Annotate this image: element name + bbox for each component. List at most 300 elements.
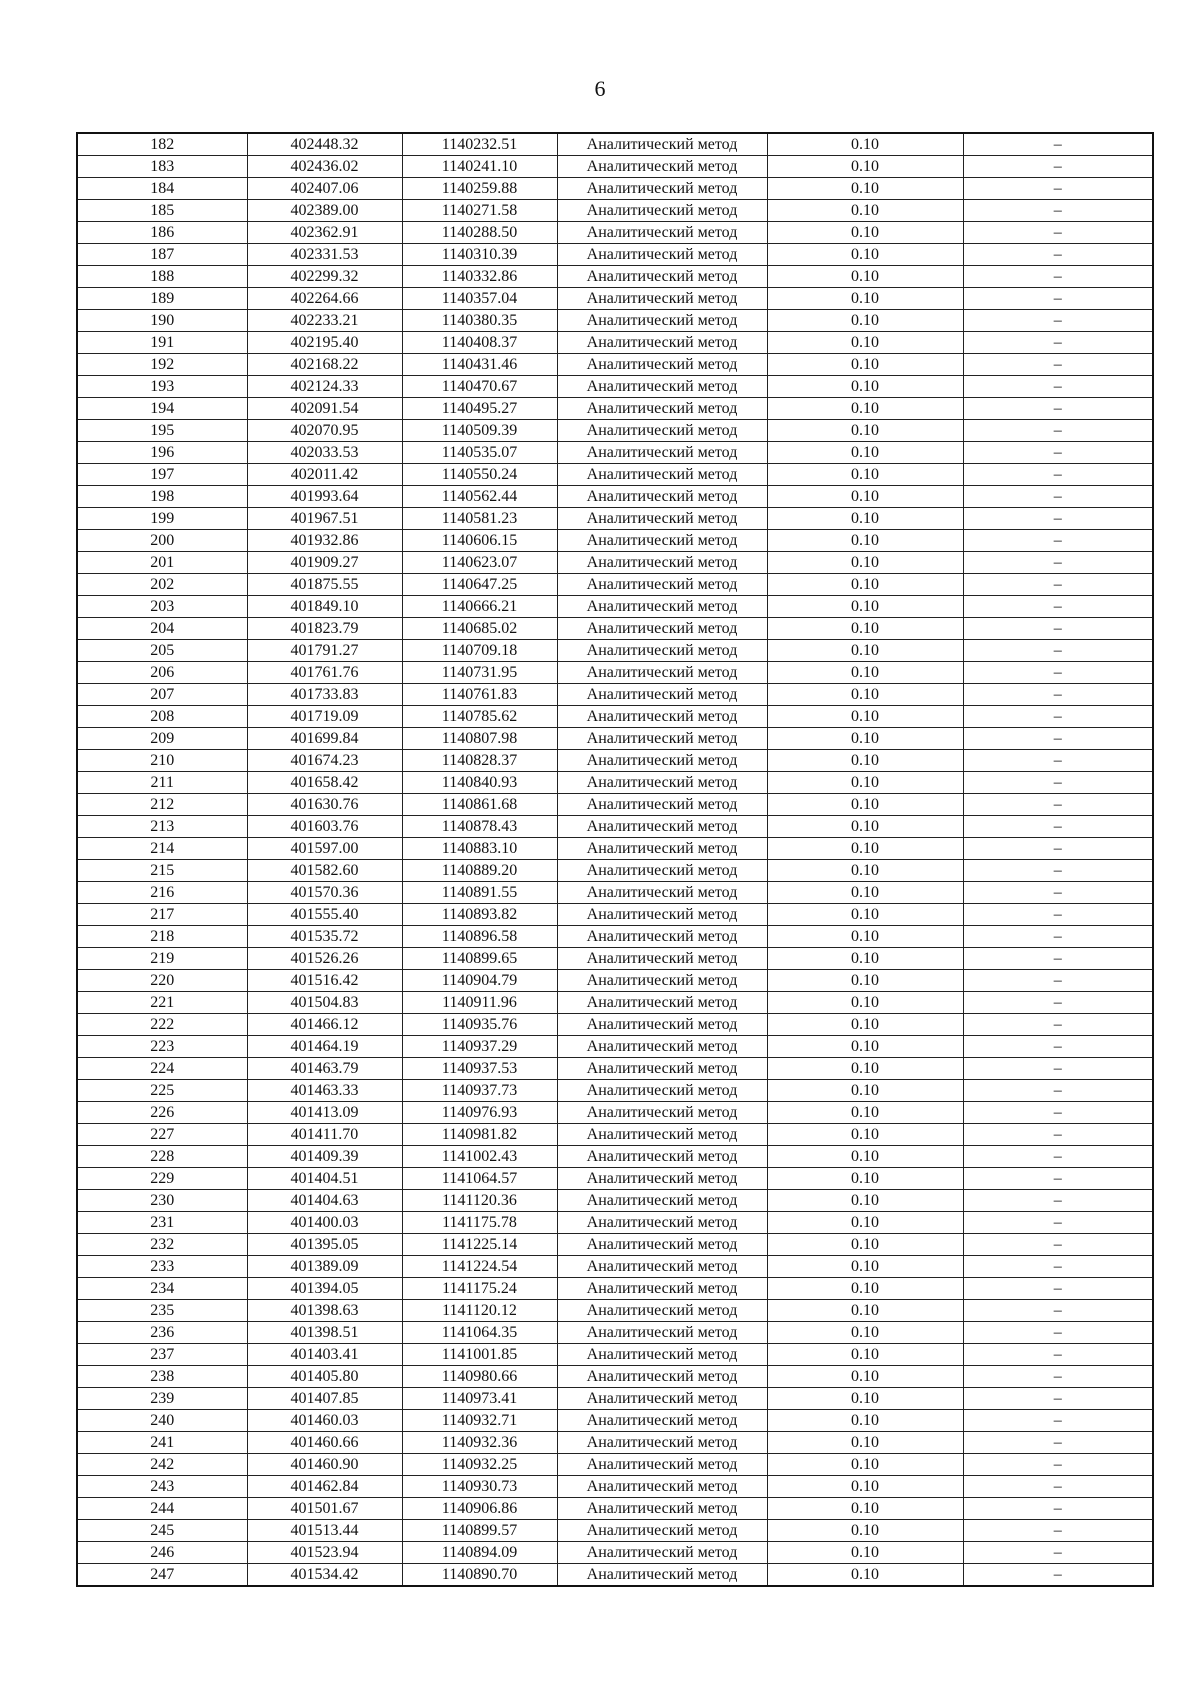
x-coordinate-cell: 402264.66 [247,288,402,310]
point-number-cell: 242 [77,1454,247,1476]
method-cell: Аналитический метод [557,860,767,882]
point-number-cell: 200 [77,530,247,552]
point-number-cell: 227 [77,1124,247,1146]
method-cell: Аналитический метод [557,750,767,772]
table-row [77,838,1153,860]
y-coordinate-cell: 1141175.24 [402,1278,557,1300]
accuracy-cell: 0.10 [767,398,963,420]
accuracy-cell: 0.10 [767,772,963,794]
point-number-cell: 187 [77,244,247,266]
x-coordinate-cell: 401849.10 [247,596,402,618]
method-cell: Аналитический метод [557,838,767,860]
x-coordinate-cell: 401674.23 [247,750,402,772]
accuracy-cell: 0.10 [767,156,963,178]
table-row [77,1036,1153,1058]
point-number-cell: 193 [77,376,247,398]
table-row [77,1146,1153,1168]
accuracy-cell: 0.10 [767,1234,963,1256]
description-cell: – [963,1102,1153,1124]
table-row [77,1190,1153,1212]
table-row [77,574,1153,596]
x-coordinate-cell: 402168.22 [247,354,402,376]
y-coordinate-cell: 1140685.02 [402,618,557,640]
accuracy-cell: 0.10 [767,948,963,970]
point-number-cell: 198 [77,486,247,508]
point-number-cell: 224 [77,1058,247,1080]
y-coordinate-cell: 1140332.86 [402,266,557,288]
method-cell: Аналитический метод [557,596,767,618]
point-number-cell: 243 [77,1476,247,1498]
point-number-cell: 230 [77,1190,247,1212]
method-cell: Аналитический метод [557,1014,767,1036]
x-coordinate-cell: 401462.84 [247,1476,402,1498]
accuracy-cell: 0.10 [767,860,963,882]
table-row [77,420,1153,442]
accuracy-cell: 0.10 [767,244,963,266]
point-number-cell: 196 [77,442,247,464]
method-cell: Аналитический метод [557,552,767,574]
point-number-cell: 211 [77,772,247,794]
point-number-cell: 214 [77,838,247,860]
x-coordinate-cell: 401932.86 [247,530,402,552]
accuracy-cell: 0.10 [767,618,963,640]
point-number-cell: 217 [77,904,247,926]
point-number-cell: 220 [77,970,247,992]
y-coordinate-cell: 1140310.39 [402,244,557,266]
table-row [77,1410,1153,1432]
point-number-cell: 182 [77,133,247,156]
accuracy-cell: 0.10 [767,1168,963,1190]
accuracy-cell: 0.10 [767,288,963,310]
point-number-cell: 241 [77,1432,247,1454]
description-cell: – [963,596,1153,618]
method-cell: Аналитический метод [557,1388,767,1410]
description-cell: – [963,1234,1153,1256]
point-number-cell: 247 [77,1564,247,1587]
x-coordinate-cell: 402195.40 [247,332,402,354]
method-cell: Аналитический метод [557,684,767,706]
accuracy-cell: 0.10 [767,1322,963,1344]
y-coordinate-cell: 1141175.78 [402,1212,557,1234]
point-number-cell: 190 [77,310,247,332]
description-cell: – [963,640,1153,662]
method-cell: Аналитический метод [557,1234,767,1256]
y-coordinate-cell: 1141001.85 [402,1344,557,1366]
point-number-cell: 206 [77,662,247,684]
description-cell: – [963,816,1153,838]
description-cell: – [963,200,1153,222]
method-cell: Аналитический метод [557,948,767,970]
method-cell: Аналитический метод [557,222,767,244]
coordinates-table [76,132,1154,1587]
point-number-cell: 235 [77,1300,247,1322]
x-coordinate-cell: 401395.05 [247,1234,402,1256]
y-coordinate-cell: 1140807.98 [402,728,557,750]
y-coordinate-cell: 1140666.21 [402,596,557,618]
x-coordinate-cell: 401389.09 [247,1256,402,1278]
description-cell: – [963,398,1153,420]
point-number-cell: 240 [77,1410,247,1432]
y-coordinate-cell: 1140562.44 [402,486,557,508]
accuracy-cell: 0.10 [767,684,963,706]
y-coordinate-cell: 1140431.46 [402,354,557,376]
x-coordinate-cell: 401597.00 [247,838,402,860]
accuracy-cell: 0.10 [767,1102,963,1124]
y-coordinate-cell: 1140904.79 [402,970,557,992]
description-cell: – [963,772,1153,794]
description-cell: – [963,750,1153,772]
table-row [77,332,1153,354]
accuracy-cell: 0.10 [767,133,963,156]
y-coordinate-cell: 1141002.43 [402,1146,557,1168]
method-cell: Аналитический метод [557,156,767,178]
point-number-cell: 205 [77,640,247,662]
accuracy-cell: 0.10 [767,354,963,376]
y-coordinate-cell: 1141064.35 [402,1322,557,1344]
accuracy-cell: 0.10 [767,904,963,926]
y-coordinate-cell: 1140509.39 [402,420,557,442]
method-cell: Аналитический метод [557,354,767,376]
accuracy-cell: 0.10 [767,1542,963,1564]
y-coordinate-cell: 1140357.04 [402,288,557,310]
table-row [77,442,1153,464]
accuracy-cell: 0.10 [767,1124,963,1146]
x-coordinate-cell: 401570.36 [247,882,402,904]
point-number-cell: 185 [77,200,247,222]
y-coordinate-cell: 1140380.35 [402,310,557,332]
table-row [77,1498,1153,1520]
accuracy-cell: 0.10 [767,1300,963,1322]
method-cell: Аналитический метод [557,970,767,992]
description-cell: – [963,618,1153,640]
y-coordinate-cell: 1141224.54 [402,1256,557,1278]
accuracy-cell: 0.10 [767,970,963,992]
y-coordinate-cell: 1141120.12 [402,1300,557,1322]
table-row [77,1278,1153,1300]
accuracy-cell: 0.10 [767,486,963,508]
point-number-cell: 232 [77,1234,247,1256]
x-coordinate-cell: 401466.12 [247,1014,402,1036]
x-coordinate-cell: 402091.54 [247,398,402,420]
y-coordinate-cell: 1140937.73 [402,1080,557,1102]
table-row [77,354,1153,376]
point-number-cell: 234 [77,1278,247,1300]
accuracy-cell: 0.10 [767,596,963,618]
table-row [77,1256,1153,1278]
table-row [77,310,1153,332]
method-cell: Аналитический метод [557,816,767,838]
description-cell: – [963,310,1153,332]
x-coordinate-cell: 401513.44 [247,1520,402,1542]
y-coordinate-cell: 1140932.25 [402,1454,557,1476]
table-row [77,133,1153,156]
table-row [77,1542,1153,1564]
point-number-cell: 223 [77,1036,247,1058]
point-number-cell: 188 [77,266,247,288]
point-number-cell: 204 [77,618,247,640]
x-coordinate-cell: 401875.55 [247,574,402,596]
x-coordinate-cell: 402070.95 [247,420,402,442]
accuracy-cell: 0.10 [767,1080,963,1102]
x-coordinate-cell: 401909.27 [247,552,402,574]
point-number-cell: 194 [77,398,247,420]
description-cell: – [963,706,1153,728]
point-number-cell: 233 [77,1256,247,1278]
accuracy-cell: 0.10 [767,838,963,860]
method-cell: Аналитический метод [557,1520,767,1542]
table-row [77,992,1153,1014]
description-cell: – [963,486,1153,508]
y-coordinate-cell: 1140891.55 [402,882,557,904]
description-cell: – [963,552,1153,574]
method-cell: Аналитический метод [557,464,767,486]
description-cell: – [963,376,1153,398]
x-coordinate-cell: 401603.76 [247,816,402,838]
point-number-cell: 191 [77,332,247,354]
method-cell: Аналитический метод [557,442,767,464]
table-row [77,860,1153,882]
method-cell: Аналитический метод [557,1212,767,1234]
point-number-cell: 209 [77,728,247,750]
accuracy-cell: 0.10 [767,1344,963,1366]
y-coordinate-cell: 1140470.67 [402,376,557,398]
x-coordinate-cell: 401400.03 [247,1212,402,1234]
table-row [77,618,1153,640]
description-cell: – [963,1014,1153,1036]
method-cell: Аналитический метод [557,376,767,398]
description-cell: – [963,728,1153,750]
x-coordinate-cell: 402011.42 [247,464,402,486]
y-coordinate-cell: 1141120.36 [402,1190,557,1212]
method-cell: Аналитический метод [557,1542,767,1564]
x-coordinate-cell: 402448.32 [247,133,402,156]
y-coordinate-cell: 1140932.71 [402,1410,557,1432]
y-coordinate-cell: 1140828.37 [402,750,557,772]
method-cell: Аналитический метод [557,244,767,266]
table-row [77,706,1153,728]
x-coordinate-cell: 401733.83 [247,684,402,706]
point-number-cell: 216 [77,882,247,904]
method-cell: Аналитический метод [557,530,767,552]
table-row [77,1124,1153,1146]
table-row [77,156,1153,178]
description-cell: – [963,574,1153,596]
description-cell: – [963,1366,1153,1388]
table-row [77,816,1153,838]
table-row [77,662,1153,684]
x-coordinate-cell: 402407.06 [247,178,402,200]
accuracy-cell: 0.10 [767,1454,963,1476]
table-row [77,1300,1153,1322]
description-cell: – [963,1058,1153,1080]
point-number-cell: 231 [77,1212,247,1234]
point-number-cell: 192 [77,354,247,376]
method-cell: Аналитический метод [557,1454,767,1476]
method-cell: Аналитический метод [557,794,767,816]
x-coordinate-cell: 401791.27 [247,640,402,662]
method-cell: Аналитический метод [557,1278,767,1300]
accuracy-cell: 0.10 [767,1476,963,1498]
description-cell: – [963,1124,1153,1146]
x-coordinate-cell: 401398.63 [247,1300,402,1322]
accuracy-cell: 0.10 [767,1014,963,1036]
accuracy-cell: 0.10 [767,882,963,904]
y-coordinate-cell: 1140980.66 [402,1366,557,1388]
description-cell: – [963,1300,1153,1322]
y-coordinate-cell: 1140906.86 [402,1498,557,1520]
accuracy-cell: 0.10 [767,1278,963,1300]
description-cell: – [963,1454,1153,1476]
table-row [77,1168,1153,1190]
method-cell: Аналитический метод [557,640,767,662]
description-cell: – [963,354,1153,376]
page-number: 6 [594,76,606,101]
method-cell: Аналитический метод [557,1322,767,1344]
table-row [77,464,1153,486]
description-cell: – [963,882,1153,904]
x-coordinate-cell: 402299.32 [247,266,402,288]
y-coordinate-cell: 1140271.58 [402,200,557,222]
accuracy-cell: 0.10 [767,728,963,750]
accuracy-cell: 0.10 [767,1058,963,1080]
x-coordinate-cell: 401403.41 [247,1344,402,1366]
x-coordinate-cell: 401719.09 [247,706,402,728]
method-cell: Аналитический метод [557,1102,767,1124]
y-coordinate-cell: 1141064.57 [402,1168,557,1190]
x-coordinate-cell: 401409.39 [247,1146,402,1168]
description-cell: – [963,948,1153,970]
table-row [77,1014,1153,1036]
y-coordinate-cell: 1140761.83 [402,684,557,706]
description-cell: – [963,684,1153,706]
y-coordinate-cell: 1140899.57 [402,1520,557,1542]
accuracy-cell: 0.10 [767,1388,963,1410]
x-coordinate-cell: 401463.33 [247,1080,402,1102]
description-cell: – [963,860,1153,882]
y-coordinate-cell: 1140878.43 [402,816,557,838]
method-cell: Аналитический метод [557,728,767,750]
table-row [77,530,1153,552]
point-number-cell: 225 [77,1080,247,1102]
accuracy-cell: 0.10 [767,508,963,530]
x-coordinate-cell: 402436.02 [247,156,402,178]
x-coordinate-cell: 401463.79 [247,1058,402,1080]
description-cell: – [963,1036,1153,1058]
method-cell: Аналитический метод [557,662,767,684]
x-coordinate-cell: 401534.42 [247,1564,402,1587]
table-row [77,178,1153,200]
accuracy-cell: 0.10 [767,178,963,200]
description-cell: – [963,288,1153,310]
description-cell: – [963,1168,1153,1190]
point-number-cell: 207 [77,684,247,706]
accuracy-cell: 0.10 [767,1498,963,1520]
method-cell: Аналитический метод [557,618,767,640]
y-coordinate-cell: 1140890.70 [402,1564,557,1587]
y-coordinate-cell: 1140606.15 [402,530,557,552]
point-number-cell: 203 [77,596,247,618]
method-cell: Аналитический метод [557,420,767,442]
method-cell: Аналитический метод [557,508,767,530]
y-coordinate-cell: 1140899.65 [402,948,557,970]
method-cell: Аналитический метод [557,398,767,420]
method-cell: Аналитический метод [557,992,767,1014]
y-coordinate-cell: 1140981.82 [402,1124,557,1146]
accuracy-cell: 0.10 [767,750,963,772]
table-row [77,1080,1153,1102]
table-row [77,1454,1153,1476]
point-number-cell: 221 [77,992,247,1014]
point-number-cell: 197 [77,464,247,486]
table-row [77,1322,1153,1344]
description-cell: – [963,1432,1153,1454]
y-coordinate-cell: 1140785.62 [402,706,557,728]
method-cell: Аналитический метод [557,706,767,728]
point-number-cell: 184 [77,178,247,200]
accuracy-cell: 0.10 [767,1520,963,1542]
coordinates-table-body [77,133,1153,1586]
description-cell: – [963,1476,1153,1498]
method-cell: Аналитический метод [557,772,767,794]
description-cell: – [963,332,1153,354]
description-cell: – [963,1498,1153,1520]
point-number-cell: 186 [77,222,247,244]
description-cell: – [963,1564,1153,1587]
x-coordinate-cell: 401699.84 [247,728,402,750]
y-coordinate-cell: 1140937.53 [402,1058,557,1080]
y-coordinate-cell: 1140259.88 [402,178,557,200]
x-coordinate-cell: 402331.53 [247,244,402,266]
description-cell: – [963,1190,1153,1212]
description-cell: – [963,794,1153,816]
method-cell: Аналитический метод [557,926,767,948]
table-row [77,398,1153,420]
point-number-cell: 210 [77,750,247,772]
table-row [77,1102,1153,1124]
method-cell: Аналитический метод [557,1146,767,1168]
table-row [77,1212,1153,1234]
accuracy-cell: 0.10 [767,420,963,442]
accuracy-cell: 0.10 [767,816,963,838]
description-cell: – [963,1256,1153,1278]
description-cell: – [963,904,1153,926]
table-row [77,970,1153,992]
y-coordinate-cell: 1140840.93 [402,772,557,794]
x-coordinate-cell: 401404.51 [247,1168,402,1190]
x-coordinate-cell: 401823.79 [247,618,402,640]
x-coordinate-cell: 401993.64 [247,486,402,508]
method-cell: Аналитический метод [557,310,767,332]
method-cell: Аналитический метод [557,1058,767,1080]
x-coordinate-cell: 401504.83 [247,992,402,1014]
description-cell: – [963,1146,1153,1168]
table-row [77,508,1153,530]
method-cell: Аналитический метод [557,266,767,288]
method-cell: Аналитический метод [557,332,767,354]
point-number-cell: 246 [77,1542,247,1564]
method-cell: Аналитический метод [557,574,767,596]
point-number-cell: 208 [77,706,247,728]
x-coordinate-cell: 401460.66 [247,1432,402,1454]
x-coordinate-cell: 401464.19 [247,1036,402,1058]
x-coordinate-cell: 401394.05 [247,1278,402,1300]
point-number-cell: 222 [77,1014,247,1036]
table-row [77,684,1153,706]
y-coordinate-cell: 1140709.18 [402,640,557,662]
method-cell: Аналитический метод [557,1410,767,1432]
description-cell: – [963,1080,1153,1102]
description-cell: – [963,1542,1153,1564]
